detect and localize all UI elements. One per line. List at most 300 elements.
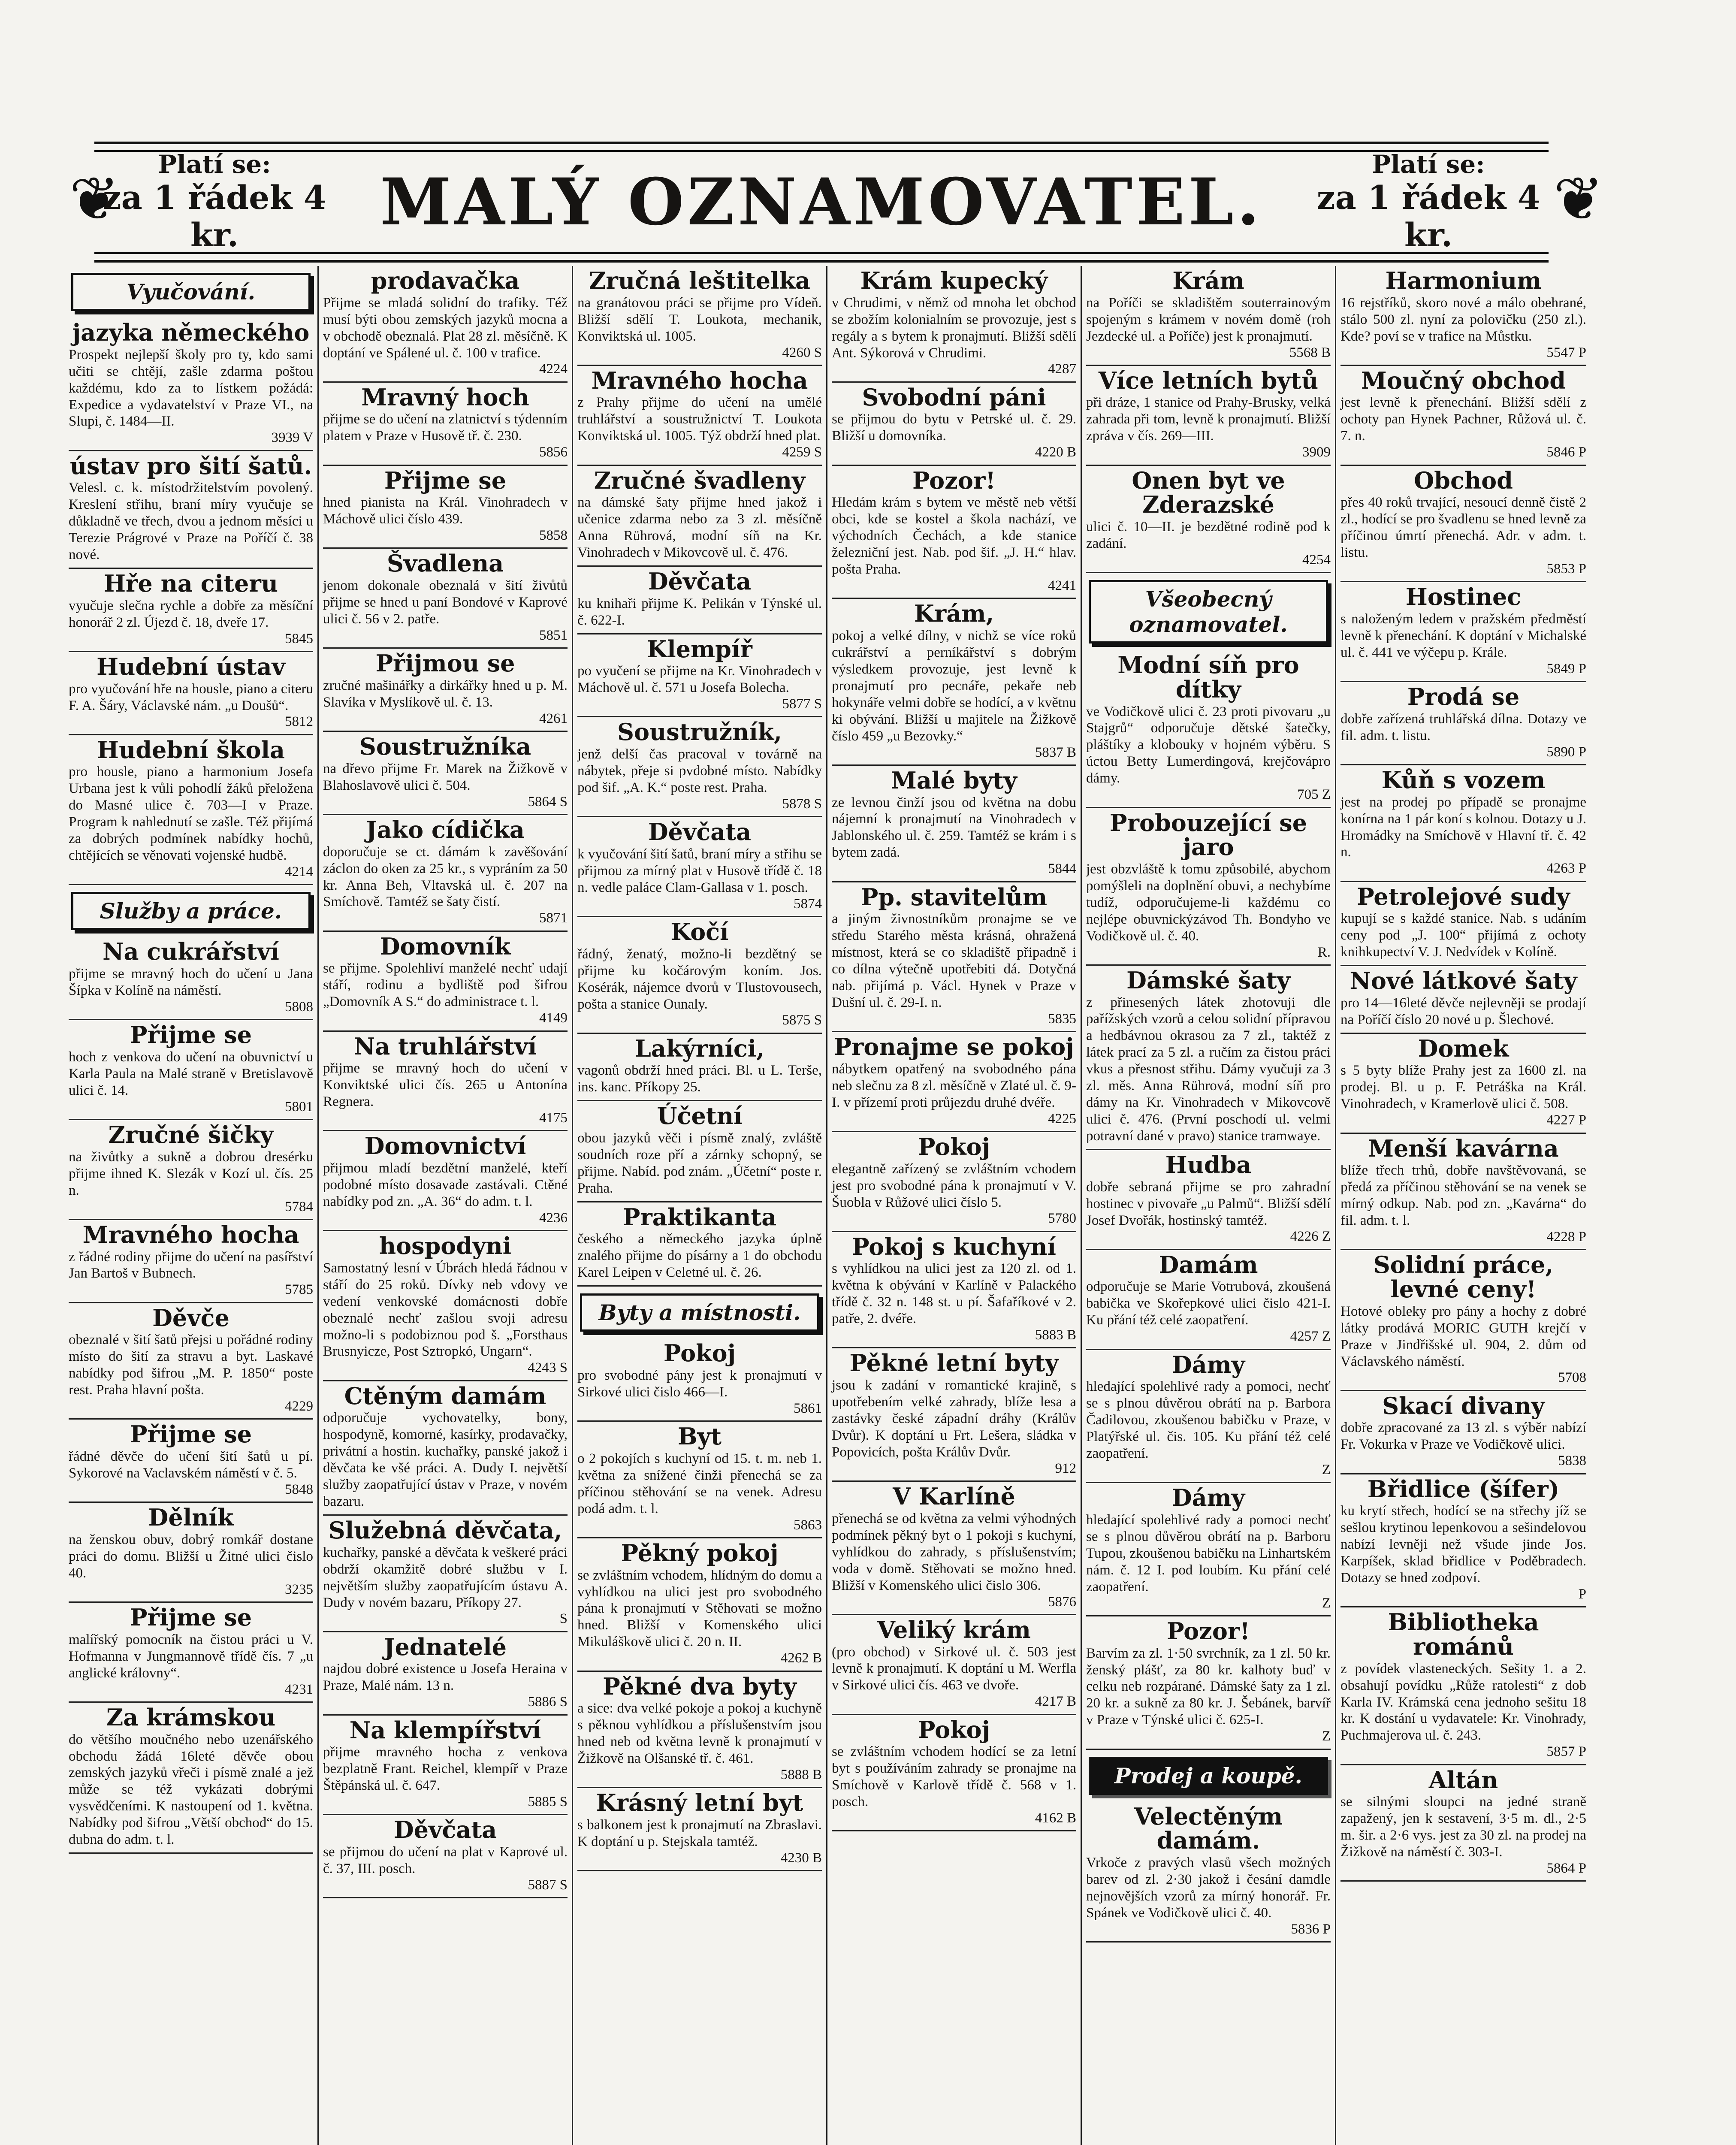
ad-code: 4260 S [782,344,822,360]
ad-text: kupují se s každé stanice. Nab. s udáním ceny pod „J. 100“ přijímá z ochoty knihkupectví V. J. Nedvídek v Kolíně. [1340,911,1586,960]
classified-ad [323,732,568,815]
ad-text: z povídek vlasteneckých. Sešity 1. a 2. obsahují povídku „Růže ratolesti“ z dob Karla IV. Krámská cena jednoho sešitu 18 kr. K dostání u vydavatele: Kr. Vinohrady, Puchmajerova ul. č. 243. [1340,1661,1586,1743]
column-2 [319,266,573,2145]
ad-text: jenž delší čas pracoval v továrně na nábytek, přeje si pvdobné místo. Nabídky pod šif. „A. K.“ poste rest. Praha. [577,746,822,796]
ad-text: se zvláštním vchodem, hlídným do domu a vyhlídkou na ulici jest pro svobodného pána k pronajmutí v Stěhovati se možno hned. Bližší v Komenského ulici Mikuláškově ulici č. 20 n. II. [577,1567,822,1650]
ad-text: na granátovou práci se přijme pro Vídeň. Bližší sdělí T. Loukota, mechanik, Konviktská ul. 1005. [577,295,822,344]
ad-title: Pp. stavitelům [860,883,1048,911]
ad-code: 5885 S [528,1794,568,1810]
ad-title: Za krámskou [106,1703,276,1731]
ad-text: hledající spolehlivé rady a pomoci, nechť se s plnou důvěrou obrátí na p. Barbora Čadilovou, zkoušenou babičku v Praze, v Platýřské ul. čis. 105. Ku přání též celé zaopatření. [1086,1379,1331,1462]
ad-text: jenom dokonale obeznalá v šití živůtů přijme se hned u paní Bondové v Kaprové ulici č. 56 v 2. patře. [323,578,568,627]
ad-code: 5887 S [528,1877,568,1893]
ad-text: hoch z venkova do učení na obuvnictví u Karla Paula na Malé straně v Bretislavově ulici č. 14. [69,1049,313,1098]
ad-title: Krásný letní byt [596,1789,803,1817]
classified-ad [1340,882,1586,967]
classified-ad [832,882,1076,1033]
ad-code: 5785 [285,1282,313,1298]
price-right [1308,150,1549,254]
classified-ad [1086,1616,1331,1750]
ad-code: P [1578,1586,1586,1602]
ad-code: Z [1322,1595,1331,1611]
ad-text: řádné děvče do učení šití šatů u pí. Sykorové na Vaclavském náměstí v č. 5. [69,1449,313,1481]
ad-title: Obchod [1414,466,1513,494]
ad-code: 5883 B [1035,1327,1076,1343]
ad-code: 5861 [794,1400,822,1416]
ad-title: Přijme se [130,1604,252,1631]
ad-title: Nové látkové šaty [1350,967,1577,995]
ad-code: 5856 [539,444,568,460]
ad-title: Hudební ústav [97,653,285,680]
ad-code: 4254 [1302,552,1331,568]
price-left-line1: Platí se: [158,150,271,179]
classified-ad [69,569,313,652]
classified-ad [1086,966,1331,1150]
classified-ad [577,1202,822,1287]
ad-text: přijme mravného hocha z venkova bezplatně Frant. Reichel, klempíř v Praze Štěpánská ul. č. 647. [323,1744,568,1794]
ad-title: Účetní [657,1102,743,1130]
ad-code: 5888 B [780,1767,822,1782]
ad-code: 705 Z [1297,787,1331,803]
ad-text: Hledám krám s bytem ve městě neb větší obci, kde se kostel a škola nachází, ve východních Čechách, a kde stanice železniční jest. Nab. pod šif. „J. H.“ hlav. pošta Praha. [832,495,1076,577]
classified-ad [1086,1350,1331,1483]
ad-text: odporučuje vychovatelky, bony, hospodyně, komorné, kasírky, prodavačky, privátní a hostin. kuchařky, panské jakož i děvčata ke všé práci. A. Dudy I. největší služby zaopatřující ústav v Praze, v novém bazaru. [323,1410,568,1510]
classified-ad [577,1101,822,1202]
ad-text: Samostatný lesní v Úbrách hledá řádnou v stáří do 25 roků. Dívky neb vdovy ve vedení venkovské domácnosti dobře obeznalé nechť zašlou svoji adresu možno-li s podobiznou pod š. „Forsthaus Brusnyicze, Post Sztropkó, Ungarn“. [323,1260,568,1360]
classified-ad [832,466,1076,599]
classified-ad [1340,466,1586,583]
ad-code: 3939 V [271,430,313,446]
ad-text: na dřevo přijme Fr. Marek na Žižkově v Blahoslavově ulici č. 504. [323,761,568,793]
ad-code: 5890 P [1546,744,1586,760]
ad-title: Pokoj [663,1339,736,1367]
classified-ad [1086,266,1331,366]
ad-title: Hře na citeru [103,570,278,598]
ad-title: Skací divany [1382,1392,1545,1420]
ad-title: Malé byty [891,766,1017,794]
classified-ad [577,634,822,718]
ad-text: se silnými sloupci na jedné straně zapažený, jen k sestavení, 3·5 m. dl., 2·5 m. šir. a 2·6 vys. jest za 30 zl. na prodej na Žižkově na náměstí č. 303-I. [1340,1794,1586,1860]
classified-ad [1086,366,1331,466]
ad-text: pro housle, piano a harmonium Josefa Urbana jest k vůli pohodlí žáků přeložena do Masné ulice č. 703—I v Praze. Program k nahlednutí se zašle. Též přijímá za dobrých podmínek nabídky hochů, chtějících se věnovati vojenské hudbě. [69,764,313,864]
ad-text: kuchařky, panské a děvčata k veškeré práci obdrží okamžitě dobré službu v I. největším služby zaopatřujícím ústavu A. Dudy v novém bazaru, Příkopy 27. [323,1544,568,1610]
ad-text: a jiným živnostníkům pronajme se ve středu Starého města krásná, ohražená místnost, která se co skladiště připadně i co dílna výtečně upotřebiti dá. Dotyčná nab. přijímá p. Václ. Hynek v Praze v Dušní ul. č. 29-I. n. [832,911,1076,1010]
column-1 [64,266,319,2145]
price-left-line2: za 1 řádek 4 kr. [103,178,326,254]
ad-title: Zručná leštitelka [589,267,810,294]
section-heading: Prodej a koupě. [1089,1757,1328,1795]
ad-text: pro 14—16leté děvče nejlevněji se prodají na Poříčí číslo 20 nové u p. Šlechové. [1340,995,1586,1027]
ad-text: doporučuje se ct. dámám k zavěšování záclon do oken za 25 kr., s vypráním za 50 kr. Anna Beh, Vltavská ul. č. 207 na Smíchově. Tamtéž se šaty čistí. [323,844,568,910]
ad-text: Velesl. c. k. místodržitelstvím povolený. Kreslení střihu, braní míry vyučuje se důkladně ve třech, dvou a jednom měsíci u Terezie Prágrové v Praze na Poříčí č. 38 nové. [69,480,313,563]
ad-text: ve Vodičkově ulici č. 23 proti pivovaru „u Stajgrů“ odporučuje dětské šatečky, pláštíky a klobouky v hojném výběru. S úctou Betty Lumerdingová, krejčovápro dámy. [1086,704,1331,786]
ad-title: Švadlena [386,550,504,577]
ad-text: Prospekt nejlepší školy pro ty, kdo sami učiti se chtějí, zašle zdarma poštou každému, kdo za to lístkem požádá: Expedice a vydavatelství v Praze VI., na Slupi, č. 1484—II. [69,347,313,429]
ad-title: Soustružníka [359,733,531,761]
ad-text: se přijme. Spolehliví manželé nechť udají stáří, rodinu a bydliště pod šifrou „Domovník A S.“ do administrace t. l. [323,961,568,1010]
ad-text: najdou dobré existence u Josefa Heraina v Praze, Malé nám. 13 n. [323,1661,568,1694]
classified-ad [832,766,1076,882]
ad-text: hledající spolehlivé rady a pomoci nechť se s plnou důvěrou obrátí na p. Barboru Tupou, zkoušenou babičku na Linhartském nám. č. 12 I. pod loubím. Ku přání celé zaopatření. [1086,1512,1331,1595]
ad-code: 5877 S [782,696,822,712]
classified-ad [69,735,313,885]
classified-ad [323,1516,568,1632]
classified-ad [577,917,822,1034]
ad-code: 5886 S [528,1694,568,1710]
ad-text: Barvím za zl. 1·50 svrchník, za 1 zl. 50 kr. ženský plášť, za 80 kr. kalhoty buď v celku neb rozpárané. Dámské šaty za 1 zl. 20 kr. a sukně za 80 kr. J. Šebánek, barvíř v Praze v Týnské ulici č. 625-I. [1086,1645,1331,1728]
classified-ad [1086,650,1331,808]
classified-ad [69,1020,313,1120]
classified-ad [1340,682,1586,765]
ad-title: Služebná děvčata, [328,1517,562,1544]
ad-code: 5871 [539,910,568,926]
ad-title: Veliký krám [877,1616,1031,1643]
classified-ad [832,1348,1076,1482]
classified-ad [323,1381,568,1516]
left-ornament: ❦ [69,164,120,234]
ad-code: 5853 P [1546,561,1586,577]
ad-title: Zručné šičky [108,1121,274,1149]
ad-code: 5838 [1558,1453,1586,1469]
classified-ad [577,1788,822,1871]
ad-text: z řádné rodiny přijme do učení na pasířství Jan Bartoš v Bubnech. [69,1249,313,1281]
ad-title: Děvčata [648,818,752,846]
ad-text: přenechá se od května za velmi výhodných podmínek pěkný byt o 1 pokoji s kuchyní, vyhlídkou do zahrady, s příslušenstvím; voda v domě. Stěhovati se možno hned. Bližší v Komenského ulici čislo 306. [832,1511,1076,1593]
classified-ad [1340,966,1586,1034]
ad-text: ku knihaři přijme K. Pelikán v Týnské ul. č. 622-I. [577,595,822,628]
ad-code: 4230 B [780,1850,822,1866]
ad-title: Dámy [1171,1350,1245,1378]
price-left [94,150,335,254]
ad-code: 4217 B [1035,1694,1076,1710]
ad-title: Menší kavárna [1368,1134,1559,1162]
ad-text: do většího moučného nebo uzenářského obchodu žádá 16leté děvče obou zemských jazyků vřeči i písmě znalé a jež může se též vykázati dobrými vysvědčeními. K nastoupení od 1. května. Nabídky pod šifrou „Větší obchod“ do 15. dubna do adm. t. l. [69,1731,313,1848]
ad-title: Kočí [670,918,729,946]
ad-code: 4229 [285,1399,313,1414]
classified-ad [69,1120,313,1220]
classified-ad [1086,1150,1331,1250]
classified-ad [69,451,313,569]
ad-text: nábytkem opatřený na svobodného pána neb slečnu za 8 zl. měsíčně v Zlaté ul. č. 9-I. v přízemí proti průjezdu druhé dvéře. [832,1061,1076,1110]
ad-title: Petrolejové sudy [1357,882,1570,910]
masthead [94,142,1549,263]
column-6 [1336,266,1591,2145]
ad-title: Přijmou se [375,650,515,677]
ad-text: s vyhlídkou na ulici jest za 120 zl. od 1. května k obývání v Karlíně v Palackého třídě č. 32 n. 148 st. u pí. Šafaříkové v 2. patře, 2. dvéře. [832,1261,1076,1327]
ad-text: z přinesených látek zhotovuji dle pařížských vzorů a celou solidní přípravou a hedbávnou okrasou za 7 zl., taktéž z látek prací za 5 zl. a ručím za čistou práci vkus a přesnost střihu. Dámy vyučuji za 3 zl. měs. Anna Rührová, modní síň pro dámy na Kr. Vinohradech v Mikovcově ulici č. 476. (První poschodí ul. velmi potravní dané v pravo) stanice tramwaye. [1086,994,1331,1144]
classified-ad [577,1338,822,1422]
classified-ad [832,1615,1076,1715]
classified-ad [832,1032,1076,1132]
ad-title: Pěkné dva byty [603,1672,797,1700]
ad-title: hospodyni [379,1232,512,1260]
ad-text: českého a německého jazyka úplně znalého přijme do písárny a 1 do obchodu Karel Leipen v Celetné ul. č. 26. [577,1231,822,1281]
ad-code: 4149 [539,1010,568,1026]
ad-code: 5801 [285,1099,313,1115]
ad-text: při dráze, 1 stanice od Prahy-Brusky, velká zahrada při tom, levně k pronajmutí. Bližší zpráva v čís. 269—III. [1086,395,1331,444]
classified-ad [323,932,568,1032]
ad-code: S [559,1611,568,1627]
classified-ad [323,649,568,732]
classified-ad [1340,582,1586,682]
classified-ad [1340,366,1586,466]
ad-text: přijmou mladí bezdětní manželé, kteří podobné místo dosavade zastávali. Ctěné nabídky pod zn. „A. 36“ do adm. t. l. [323,1160,568,1209]
ad-title: Mravného hocha [82,1221,299,1248]
ad-text: přijme se mravný hoch do učení u Jana Šípka v Kolíně na náměstí. [69,966,313,998]
ad-text: Hotové obleky pro pány a hochy z dobré látky prodává MORIC GUTH krejčí v Praze v Jindřišské ul. 904, 2. dům od Václavského náměstí. [1340,1303,1586,1369]
ad-title: Prodá se [1407,683,1520,711]
ad-code: 5846 P [1546,444,1586,460]
ad-title: Mravný hoch [361,383,529,411]
classified-ad [323,266,568,383]
ad-title: Děvčata [393,1816,497,1844]
ad-code: 5808 [285,999,313,1015]
classified-ad [577,1672,822,1789]
ad-code: 5864 P [1546,1861,1586,1876]
classified-ad [69,1220,313,1303]
ad-title: Hostinec [1405,583,1522,611]
ad-code: 4257 Z [1290,1329,1331,1344]
ad-title: Domek [1418,1034,1509,1062]
classified-ad [1086,1802,1331,1943]
classified-ad [832,1715,1076,1832]
ad-code: 5876 [1048,1594,1076,1610]
classified-ad [832,266,1076,383]
ad-text: Vrkoče z pravých vlasů všech možných barev od zl. 2·30 jakož i česání damdle nejnovějších vzorů za mírný honorář. Fr. Spánek ve Vodičkově ulici č. 40. [1086,1855,1331,1921]
ad-text: jest levně k přenechání. Bližší sdělí z ochoty pan Hynek Pachner, Růžová ul. č. 7. n. [1340,395,1586,444]
ad-code: 4262 B [780,1650,822,1666]
classified-ad [1340,1765,1586,1882]
ad-title: Onen byt ve Zderazské [1132,466,1285,519]
classified-ad [832,1482,1076,1615]
ad-title: Byt [678,1423,722,1450]
classified-ad [577,1422,822,1538]
ad-title: Probouzející se jaro [1109,809,1307,861]
classified-ad [1340,1391,1586,1474]
ad-code: 5851 [539,627,568,643]
ad-text: se přijmou do učení na plat v Kaprové ul. č. 37, III. posch. [323,1844,568,1877]
ad-title: Na klempířství [349,1716,541,1744]
right-ornament: ❦ [1553,164,1604,234]
ad-title: Bibliotheka románů [1388,1608,1539,1660]
ad-title: Krám kupecký [860,267,1048,294]
ad-code: 4227 P [1546,1112,1586,1128]
classified-ad [1086,1250,1331,1350]
ad-title: Velectěným damám. [1134,1802,1283,1855]
ad-title: Ctěným damám [344,1382,546,1410]
ad-text: dobře zařízená truhlářská dílna. Dotazy ve fil. adm. t. listu. [1340,711,1586,743]
ad-code: 4228 P [1546,1229,1586,1245]
classified-ad [1086,1483,1331,1616]
ad-code: 5858 [539,528,568,544]
ad-title: Pěkné letní byty [849,1349,1059,1377]
classified-ad [323,1716,568,1816]
ad-code: 5812 [285,714,313,730]
ad-code: 4236 [539,1210,568,1226]
ad-text: zručné mašinářky a dirkářky hned u p. M. Slavíka v Myslíkově ul. č. 13. [323,677,568,710]
ad-text: ulici č. 10—II. je bezdětné rodině pod k zadání. [1086,519,1331,551]
ad-text: pro vyučování hře na housle, piano a citeru F. A. Šáry, Václavské nám. „u Doušů“. [69,681,313,713]
ad-code: 5547 P [1546,344,1586,360]
ad-text: s naloženým ledem v pražském předměstí levně k přenechání. K doptání v Michalské ul. č. 441 ve výčepu p. Krále. [1340,611,1586,660]
ad-title: jazyka německého [72,319,310,346]
price-right-line1: Platí se: [1372,150,1485,179]
classified-ad [577,567,822,634]
ad-text: z Prahy přijme do učení na umělé truhlářství a soustružnictví T. Loukota Konviktská ul. 1005. Týž obdrží hned plat. [577,395,822,444]
classified-ad [832,1132,1076,1232]
classified-ad [69,937,313,1020]
section-heading: Byty a místnosti. [580,1293,819,1332]
ad-text: přes 40 roků trvající, nesoucí denně čistě 2 zl., hodící se pro švadlenu se hned levně za příčinou úmrtí přenechá. Adr. v adm. t. listu. [1340,495,1586,561]
classified-ad [577,817,822,917]
ad-code: 5857 P [1546,1744,1586,1760]
ad-text: po vyučení se přijme na Kr. Vinohradech v Máchově ul. č. 571 u Josefa Bolecha. [577,663,822,696]
classified-ad [832,599,1076,766]
ad-text: odporučuje se Marie Votrubová, zkoušená babička ve Skořepkové ulici čislo 421-I. Ku přání též celé zaopatření. [1086,1279,1331,1328]
classified-ad [577,266,822,366]
ad-title: Pokoj [918,1716,990,1743]
ad-code: 5835 [1048,1011,1076,1027]
ad-title: Lakýrníci, [634,1034,765,1062]
ad-code: 4287 [1048,361,1076,377]
ad-text: blíže třech trhů, dobře navštěvovaná, se předá za příčinou stěhování se na venek se mírný odkup. Nab. pod zn. „Kavárna“ do fil. adm. t. l. [1340,1163,1586,1229]
classified-ad [1340,765,1586,882]
ad-title: Harmonium [1385,267,1542,294]
ad-code: 5863 [794,1517,822,1533]
ad-text: k vyučování šití šatů, braní míry a střihu se přijmou za mírný plat v Husově třídě č. 18 n. vedle paláce Clam-Gallasa v 1. posch. [577,846,822,895]
ad-text: na Poříči se skladištěm souterrainovým spojeným s krámem v novém domě (roh Jezdecké ul. a Poříče) jest k pronajmutí. [1086,295,1331,344]
price-right-line2: za 1 řádek 4 kr. [1316,178,1540,254]
ad-text: jest obzvláště k tomu způsobilé, abychom pomýšleli na doplnění obuvi, a nechybíme tudíž, odporučujeme-li každému co nejlépe obuvnickýzávod Th. Bondyho ve Vodičkově ul. č. 40. [1086,861,1331,944]
ad-text: elegantně zařízený se zvláštním vchodem jest pro svobodné pána k pronajmutí v V. Šuobla v Růžové ulici číslo 5. [832,1161,1076,1210]
ad-code: Z [1322,1462,1331,1477]
ad-title: Moučný obchod [1361,366,1566,394]
ad-code: 4259 S [782,444,822,460]
ad-title: Hudební škola [97,736,285,764]
classified-ad [69,1420,313,1503]
ad-code: 4225 [1048,1111,1076,1127]
classified-ad [69,1603,313,1703]
ad-text: s 5 byty blíže Prahy jest za 1600 zl. na prodej. Bl. u p. F. Petráška na Král. Vinohradech, v Kramerlově ulici č. 508. [1340,1063,1586,1112]
ad-title: Svobodní páni [862,383,1046,411]
classified-ad [69,652,313,735]
ad-title: Solidní práce, levné ceny! [1373,1251,1554,1303]
section-heading: Služby a práce. [71,892,311,930]
ad-text: pokoj a velké dílny, v nichž se více roků cukrářství a perníkářství s dobrým výsledkem provozuje, jest levně k pronajmutí pro pecnáře, pekaře neb hokynáře velmi dobře se hodící, a v květnu ki obývání. Bližší u majitele na Žižkově číslo 459 „u Bezovky.“ [832,628,1077,744]
ad-title: Jako cídička [366,816,525,843]
ad-title: prodavačka [371,267,520,294]
column-3 [573,266,827,2145]
ad-text: Přijme se mladá solidní do trafiky. Též musí býti obou zemských jazyků mocna a v obchodě obeznalá. Plat 28 zl. měsíčně. K doptání ve Spálené ul. č. 100 v trafice. [323,295,568,361]
ad-code: 4231 [285,1681,313,1697]
ad-code: 4226 Z [1290,1229,1331,1245]
classified-ad [577,1538,822,1672]
ad-title: Pěkný pokoj [621,1539,779,1567]
classified-ad [577,717,822,817]
ad-title: Pokoj [918,1133,990,1160]
ad-title: Na truhlářství [353,1032,537,1060]
ad-text: a sice: dva velké pokoje a pokoj a kuchyně s pěknou vyhlídkou a příslušenstvím jsou hned neb od května levně k pronajmutí v Žižkově na Olšanské tř. č. 461. [577,1701,822,1767]
ad-title: Přijme se [384,466,507,494]
classified-ad [323,466,568,549]
classified-ad [323,1032,568,1132]
ad-code: 5568 B [1289,344,1331,360]
ad-title: Děvče [152,1304,229,1332]
ad-text: (pro obchod) v Sirkové ul. č. 503 jest levně k pronajmutí. K doptání u M. Werfla v Sirkové ulici čís. 463 ve dvoře. [832,1644,1076,1693]
ad-title: Domovnictví [364,1132,526,1160]
ad-text: o 2 pokojích s kuchyní od 15. t. m. neb 1. května za snížené činži přenechá se za příčinou stěhování se na venek. Adresu podá adm. t. l. [577,1450,822,1517]
ad-title: Přijme se [130,1420,252,1448]
ad-code: 4214 [285,864,313,880]
ad-code: 5845 [285,631,313,647]
ad-title: Pokoj s kuchyní [851,1233,1057,1260]
ad-title: Dámy [1171,1484,1245,1512]
ad-text: na dámské šaty přijme hned jakož i učenice zdarma nebo za 3 zl. měsíčně Anna Rührová, modní síň na Kr. Vinohradech v Mikovcově ul. č. 476. [577,495,822,561]
ad-code: 4243 S [528,1360,568,1376]
ad-title: Klempíř [647,635,752,663]
ad-text: na živůtky a sukně a dobrou dresérku přijme ihned K. Slezák v Kozí ul. čís. 25 n. [69,1149,313,1198]
ad-text: ze levnou činží jsou od května na dobu nájemní k pronajmutí na Vinohradech v Jablonského ul. č. 259. Tamtéž se krám i s bytem zadá. [832,795,1076,861]
ad-text: řádný, ženatý, možno-li bezdětný se přijme ku kočárovým koním. Jos. Kosérák, nájemce dvorů v Tlustovousech, pošta a stanice Ounaly. [577,946,822,1012]
ad-code: R. [1317,944,1331,960]
classified-ad [69,318,313,451]
ad-title: Damám [1159,1251,1258,1278]
ad-title: Na cukrářství [103,938,279,966]
classified-ad [69,1303,313,1420]
classified-ad [1340,266,1586,366]
ad-text: dobře sebraná přijme se pro zahradní hostinec v pivovaře „u Palmů“. Bližší sdělí Josef Dvořák, hostinský tamtéž. [1086,1179,1331,1228]
ad-code: 5864 S [528,794,568,810]
ad-title: Hudba [1165,1151,1252,1178]
ad-title: Praktikanta [622,1203,777,1231]
ad-title: Kůň s vozem [1381,766,1546,794]
classified-ad [323,1815,568,1898]
ad-title: V Karlíně [893,1483,1015,1511]
classified-ad [323,815,568,932]
classified-ad [1340,1134,1586,1251]
section-heading: Vyučování. [71,273,311,311]
ad-title: Děvčata [648,568,752,595]
ad-text: se přijmou do bytu v Petrské ul. č. 29. Bližší u domovníka. [832,411,1076,444]
ad-code: 5875 S [782,1012,822,1028]
ad-text: pro svobodné pány jest k pronajmutí v Sirkové ulici čislo 466—I. [577,1367,822,1400]
classified-ad [1340,1034,1586,1134]
ad-title: Dámské šaty [1126,966,1290,994]
ad-title: ústav pro šití šatů. [69,452,312,480]
ad-code: 4263 P [1546,861,1586,876]
ad-title: Zručné švadleny [594,466,806,494]
classified-ad [323,1632,568,1716]
ad-title: Břidlice (šífer) [1367,1475,1560,1503]
ad-code: 5708 [1558,1370,1586,1386]
ad-text: vyučuje slečna rychle a dobře za měsíční honorář 2 zl. Újezd č. 18, dveře 17. [69,598,313,630]
classified-ad [1340,1250,1586,1391]
ad-title: Krám [1172,267,1244,294]
ad-title: Altán [1428,1766,1498,1794]
ad-text: s balkonem jest k pronajmutí na Zbraslavi. K doptání u p. Stejskala tamtéž. [577,1817,822,1849]
classified-ad [323,383,568,466]
ad-title: Pozor! [912,466,996,494]
ad-title: Jednatelé [383,1633,507,1661]
ad-code: 4261 [539,710,568,726]
column-4 [827,266,1082,2145]
classifieds-columns [64,266,1591,2145]
ad-text: obou jazyků věči i písmě znalý, zvláště soudních roze pří a zárnky schopný, se přijme. Nabíd. pod znám. „Účetní“ poste r. Praha. [577,1130,822,1196]
ad-code: 5874 [794,896,822,912]
ad-title: Dělník [148,1504,234,1532]
ad-title: Pronajme se pokoj [834,1033,1074,1061]
ad-title: Modní síň pro dítky [1117,651,1299,703]
